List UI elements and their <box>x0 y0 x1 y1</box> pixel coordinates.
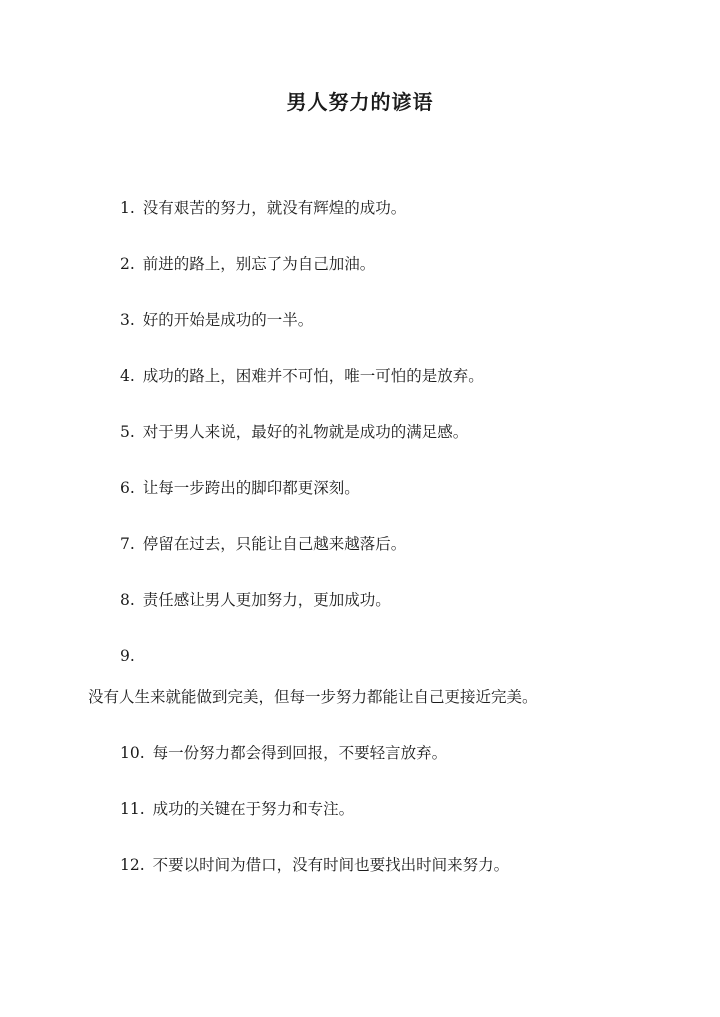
list-item-number-only <box>120 645 143 667</box>
item-text: 让每一步跨出的脚印都更深刻。 <box>142 479 360 497</box>
list-item <box>120 365 484 387</box>
list-item-wrapped-text: 没有人生来就能做到完美，但每一步努力都能让自己更接近完美。 <box>88 688 538 706</box>
item-number: 12. <box>120 856 145 874</box>
list-item <box>120 742 447 764</box>
list-item <box>120 253 375 275</box>
item-text: 没有艰苦的努力，就没有辉煌的成功。 <box>142 199 407 217</box>
list-item <box>120 854 509 876</box>
item-number: 10. <box>120 744 145 762</box>
item-number: 5. <box>120 423 135 441</box>
item-number: 9. <box>120 647 135 665</box>
item-number: 2. <box>120 255 135 273</box>
item-text: 停留在过去，只能让自己越来越落后。 <box>142 535 407 553</box>
item-number: 3. <box>120 311 135 329</box>
list-item <box>120 197 406 219</box>
list-item <box>120 798 354 820</box>
list-item <box>120 309 313 331</box>
item-text: 好的开始是成功的一半。 <box>142 311 314 329</box>
item-text: 责任感让男人更加努力，更加成功。 <box>142 591 391 609</box>
list-item <box>120 533 406 555</box>
item-text: 对于男人来说，最好的礼物就是成功的满足感。 <box>142 423 469 441</box>
page-title: 男人努力的谚语 <box>286 90 434 114</box>
item-number: 4. <box>120 367 135 385</box>
list-item <box>120 421 468 443</box>
item-number: 11. <box>120 800 145 818</box>
item-number: 1. <box>120 199 135 217</box>
item-number: 6. <box>120 479 135 497</box>
list-item <box>120 477 360 499</box>
list-item <box>120 589 391 611</box>
item-number: 7. <box>120 535 135 553</box>
item-number: 8. <box>120 591 135 609</box>
item-text: 不要以时间为借口，没有时间也要找出时间来努力。 <box>152 856 510 874</box>
item-text: 每一份努力都会得到回报，不要轻言放弃。 <box>152 744 448 762</box>
item-text: 成功的路上，困难并不可怕，唯一可怕的是放弃。 <box>142 367 484 385</box>
item-text: 前进的路上，别忘了为自己加油。 <box>142 255 376 273</box>
item-text: 成功的关键在于努力和专注。 <box>152 800 355 818</box>
